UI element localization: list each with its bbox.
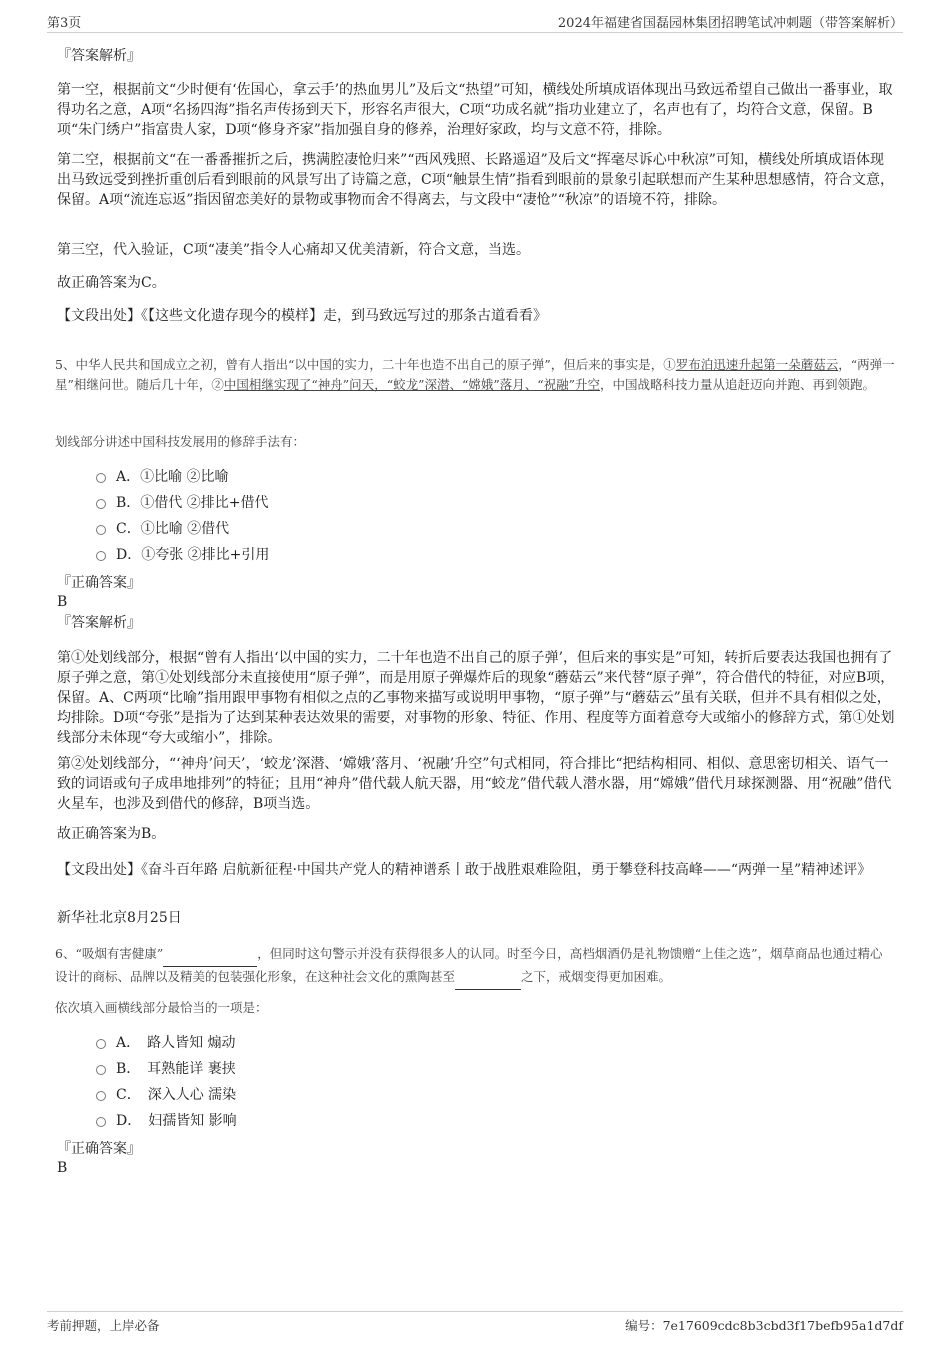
q6-option-c[interactable]: C． 深入人心 濡染 — [96, 1085, 236, 1105]
radio-icon[interactable] — [96, 1091, 106, 1101]
analysis-paragraph-1: 第一空，根据前文“少时便有‘佐国心，拿云手’的热血男儿”及后文“热望”可知，横线处所填成语体现出马致远希望自己做出一番事业，取得功名之意，A项“名扬四海”指名声传扬到天下，形容名声很大，C项“功成名就”指功业建立了，名声也有了，均符合文意，保留。B项“朱门绣户”指富贵人家，D项“修身齐家”指加强自身的修养，治理好家政，均与文意不符，排除。 — [57, 82, 893, 138]
q5-option-c[interactable]: C．①比喻 ②借代 — [96, 519, 229, 539]
radio-icon[interactable] — [96, 473, 106, 483]
q5-source-dateline: 新华社北京8月25日 — [57, 910, 182, 926]
page-number: 第3页 — [47, 16, 82, 31]
q5-analysis-1: 第①处划线部分，根据“曾有人指出‘以中国的实力，二十年也造不出自己的原子弹’，但后来的事实是”可知，转折后要表达我国也拥有了原子弹之意，第①处划线部分未直接使用“原子弹”，而是用原子弹爆炸后的现象“蘑菇云”来代替“原子弹”，符合借代的特征，对应B项，保留。A、C两项“比喻”指用跟甲事物有相似之点的乙事物来描写或说明甲事物，“原子弹”与“蘑菇云”虽有关联，但并不具有相似之处，均排除。D项“夸张”是指为了达到某种表达效果的需要，对事物的形象、特征、作用、程度等方面着意夸大或缩小的修辞方式，第①处划线部分未体现“夸大或缩小”，排除。 — [57, 650, 895, 746]
q5-option-b[interactable]: B．①借代 ②排比+借代 — [96, 493, 268, 513]
source-citation: 【文段出处】《【这些文化遗存现今的模样】走，到马致远写过的那条古道看看》 — [57, 308, 547, 324]
radio-icon[interactable] — [96, 499, 106, 509]
q5-source: 【文段出处】《奋斗百年路 启航新征程·中国共产党人的精神谱系丨敢于战胜艰难险阻，勇于攀登科技高峰——“两弹一星”精神述评》 — [57, 862, 872, 878]
underline-1: 罗布泊迅速升起第一朵蘑菇云 — [675, 357, 839, 372]
document-id: 编号：7e17609cdc8b3cbd3f17befb95a1d7df — [625, 1318, 903, 1333]
analysis-paragraph-2: 第二空，根据前文“在一番番摧折之后，携满腔凄怆归来”“西风残照、长路遥迢”及后文“挥毫尽诉心中秋凉”可知，横线处所填成语体现出马致远受到挫折重创后看到眼前的风景写出了诗篇之意，C项“触景生情”指看到眼前的景象引起联想而产生某种思想感情，符合文意，保留。A项“流连忘返”指因留恋美好的景物或事物而舍不得离去，与文段中“凄怆”“秋凉”的语境不符，排除。 — [57, 152, 895, 208]
footer-slogan: 考前押题，上岸必备 — [47, 1318, 160, 1333]
analysis-label: 『答案解析』 — [57, 48, 141, 64]
question-5-prompt: 划线部分讲述中国科技发展用的修辞手法有： — [55, 434, 306, 449]
correct-answer-label: 『正确答案』 — [57, 1141, 141, 1157]
radio-icon[interactable] — [96, 1039, 106, 1049]
underline-2: 中国相继实现了“神舟”问天，“蛟龙”深潜、“嫦娥”落月、“祝融”升空 — [223, 377, 601, 392]
page-header — [47, 12, 903, 33]
page-footer — [47, 1311, 903, 1333]
blank-2 — [455, 969, 521, 990]
correct-answer-label: 『正确答案』 — [57, 575, 141, 591]
q5-conclusion: 故正确答案为B。 — [57, 826, 166, 842]
correct-answer: B — [57, 1160, 68, 1176]
correct-answer: B — [57, 594, 68, 610]
blank-1 — [163, 946, 257, 967]
q6-option-a[interactable]: A． 路人皆知 煽动 — [96, 1033, 236, 1053]
question-6-stem: 6、“吸烟有害健康” ，但同时这句警示并没有获得很多人的认同。时至今日，高档烟酒仍是礼物馈赠“上佳之选”，烟草商品也通过精心设计的商标、品牌以及精美的包装强化形象，在这种社会文化的熏陶甚至 之下，戒烟变得更加困难。 — [55, 944, 895, 990]
analysis-conclusion: 故正确答案为C。 — [57, 275, 166, 291]
question-6-prompt: 依次填入画横线部分最恰当的一项是： — [55, 1000, 268, 1015]
q5-option-d[interactable]: D．①夸张 ②排比+引用 — [96, 545, 269, 565]
question-5-stem: 5、中华人民共和国成立之初，曾有人指出“以中国的实力，二十年也造不出自己的原子弹”，但后来的事实是，①罗布泊迅速升起第一朵蘑菇云，“两弹一星”相继问世。随后几十年，②中国相继实现了“神舟”问天，“蛟龙”深潜、“嫦娥”落月、“祝融”升空，中国战略科技力量从追赶迈向并跑、再到领跑。 — [55, 357, 895, 392]
q5-option-a[interactable]: A．①比喻 ②比喻 — [96, 467, 229, 487]
q5-analysis-2: 第②处划线部分，“‘神舟’问天’，‘蛟龙’深潜、‘嫦娥’落月、‘祝融’升空”句式相同，符合排比“把结构相同、相似、意思密切相关、语气一致的词语或句子成串地排列”的特征；且用“神舟”借代载人航天器，用“蛟龙”借代载人潜水器，用“嫦娥”借代月球探测器、用“祝融”借代火星车，也涉及到借代的修辞，B项当选。 — [57, 756, 892, 812]
q6-option-b[interactable]: B． 耳熟能详 裹挟 — [96, 1059, 236, 1079]
analysis-label: 『答案解析』 — [57, 615, 141, 631]
q6-option-d[interactable]: D． 妇孺皆知 影响 — [96, 1111, 237, 1131]
radio-icon[interactable] — [96, 551, 106, 561]
radio-icon[interactable] — [96, 1065, 106, 1075]
document-title: 2024年福建省国磊园林集团招聘笔试冲刺题（带答案解析） — [557, 16, 903, 31]
radio-icon[interactable] — [96, 525, 106, 535]
analysis-paragraph-3: 第三空，代入验证，C项“凄美”指令人心痛却又优美清新，符合文意，当选。 — [57, 242, 531, 258]
radio-icon[interactable] — [96, 1117, 106, 1127]
